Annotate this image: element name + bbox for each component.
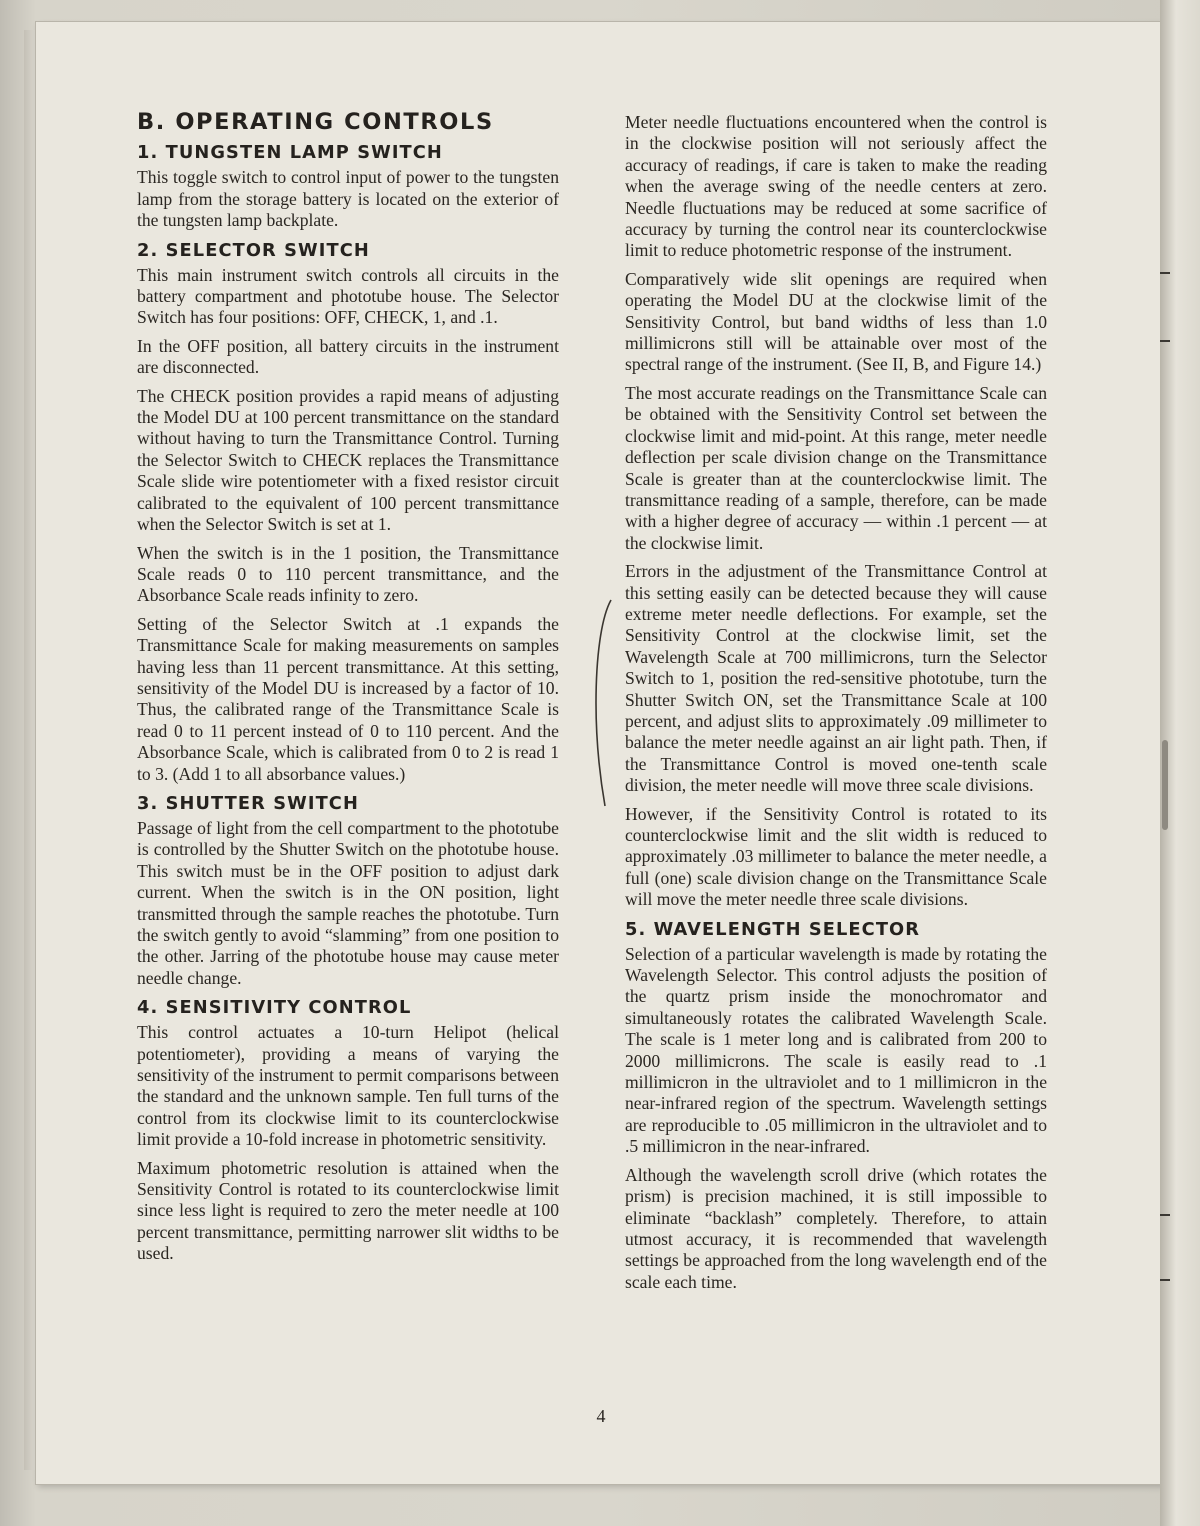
paragraph: Selection of a particular wavelength is made by rotating the Wavelength Selector. This control adjusts the position of the quartz prism inside the monochromator and simultaneously rotates the calibrated Wavelength Scale. The scale is 1 meter long and is calibrated from 200 to 2000 millimicrons. The scale is easily read to .1 millimicron in the ultraviolet and to 1 millimicron in the near-infrared region of the spectrum. Wavelength settings are reproducible to .05 millimicron in the ultraviolet and to .5 millimicron in the near-infrared.	[625, 943, 1047, 1157]
left-column-body	[137, 141, 559, 1264]
page-number: 4	[596, 1406, 606, 1426]
paragraph: When the switch is in the 1 position, the Transmittance Scale reads 0 to 110 percent transmittance, and the Absorbance Scale reads infinity to zero.	[137, 542, 559, 606]
paragraph: However, if the Sensitivity Control is rotated to its counterclockwise limit and the slit width is reduced to approximately .03 millimeter to balance the meter needle, a full (one) scale division change on the Transmittance Scale will move the meter needle three scale divisions.	[625, 803, 1047, 910]
handwritten-margin-bracket	[593, 598, 613, 808]
subsection-heading: 1. TUNGSTEN LAMP SWITCH	[137, 142, 443, 164]
left-column	[137, 109, 559, 1272]
paragraph: This toggle switch to control input of power to the tungsten lamp from the storage battery is located on the exterior of the tungsten lamp backplate.	[137, 167, 559, 231]
margin-tick-mark	[1160, 272, 1170, 274]
paragraph: The most accurate readings on the Transmittance Scale can be obtained with the Sensitivity Control set between the clockwise limit and mid-point. At this range, meter needle deflection per scale division change on the Transmittance Scale is greater than at the counterclockwise limit. The transmittance reading of a sample, therefore, can be made with a higher degree of accuracy — within .1 percent — at the clockwise limit.	[625, 382, 1047, 553]
margin-tick-mark	[1160, 340, 1170, 342]
paragraph: Comparatively wide slit openings are required when operating the Model DU at the clockwise limit of the Sensitivity Control, but band widths of less than 1.0 millimicrons still will be attainable over most of the spectral range of the instrument. (See II, B, and Figure 14.)	[625, 268, 1047, 375]
right-column	[625, 112, 1047, 1300]
subsection-heading: 3. SHUTTER SWITCH	[137, 792, 359, 814]
paragraph: This control actuates a 10-turn Helipot (helical potentiometer), providing a means of varying the sensitivity of the instrument to permit comparisons between the standard and the unknown sample. Ten full turns of the control from its clockwise limit to its counterclockwise limit provide a 10-fold increase in photometric sensitivity.	[137, 1022, 559, 1150]
margin-tick-mark	[1160, 1214, 1170, 1216]
section-title: B. OPERATING CONTROLS	[137, 109, 494, 135]
paragraph: This main instrument switch controls all circuits in the battery compartment and phototube house. The Selector Switch has four positions: OFF, CHECK, 1, and .1.	[137, 264, 559, 328]
subsection-heading: 4. SENSITIVITY CONTROL	[137, 997, 412, 1019]
margin-tick-mark	[1160, 1279, 1170, 1281]
binding-clip	[1162, 740, 1168, 830]
paragraph: Although the wavelength scroll drive (which rotates the prism) is precision machined, it is still impossible to eliminate “backlash” completely. Therefore, to attain utmost accuracy, it is recommended that wavelength settings be approached from the long wavelength end of the scale each time.	[625, 1164, 1047, 1292]
paragraph: Setting of the Selector Switch at .1 expands the Transmittance Scale for making measurements on samples having less than 11 percent transmittance. At this setting, sensitivity of the Model DU is increased by a factor of 10. Thus, the calibrated range of the Transmittance Scale is read 0 to 11 percent instead of 0 to 110 percent. And the Absorbance Scale, which is calibrated from 0 to 2 is read 1 to 3. (Add 1 to all absorbance values.)	[137, 613, 559, 784]
paragraph: The CHECK position provides a rapid means of adjusting the Model DU at 100 percent transmittance on the standard without having to turn the Transmittance Control. Turning the Selector Switch to CHECK replaces the Transmittance Scale slide wire potentiometer with a fixed resistor circuit calibrated to the equivalent of 100 percent transmittance when the Selector Switch is set at 1.	[137, 385, 559, 535]
paragraph: Maximum photometric resolution is attained when the Sensitivity Control is rotated to its counterclockwise limit since less light is required to zero the meter needle at 100 percent transmittance, permitting narrower slit widths to be used.	[137, 1157, 559, 1264]
paragraph: Meter needle fluctuations encountered when the control is in the clockwise position will not seriously affect the accuracy of readings, if care is taken to make the reading when the average swing of the needle centers at zero. Needle fluctuations may be reduced at some sacrifice of accuracy by turning the control near its counterclockwise limit to reduce photometric response of the instrument.	[625, 112, 1047, 261]
subsection-heading: 2. SELECTOR SWITCH	[137, 239, 370, 261]
paragraph: In the OFF position, all battery circuits in the instrument are disconnected.	[137, 335, 559, 378]
right-column-body	[625, 112, 1047, 1293]
paragraph: Errors in the adjustment of the Transmittance Control at this setting easily can be detected because they will cause extreme meter needle deflections. For example, set the Sensitivity Control at the clockwise limit, set the Wavelength Scale at 700 millimicrons, turn the Selector Switch to 1, position the red-sensitive phototube, turn the Shutter Switch ON, set the Transmittance Scale at 100 percent, and adjust slits to approximately .09 millimeter to balance the meter needle against an air light path. Then, if the Transmittance Control is moved one-tenth scale division, the meter needle will move three scale divisions.	[625, 561, 1047, 796]
paragraph: Passage of light from the cell compartment to the phototube is controlled by the Shutter Switch on the phototube house. This switch must be in the OFF position to adjust dark current. When the switch is in the ON position, light transmitted through the sample reaches the phototube. Turn the switch gently to avoid “slamming” from one position to the other. Jarring of the phototube house may cause meter needle change.	[137, 817, 559, 988]
subsection-heading: 5. WAVELENGTH SELECTOR	[625, 918, 921, 940]
